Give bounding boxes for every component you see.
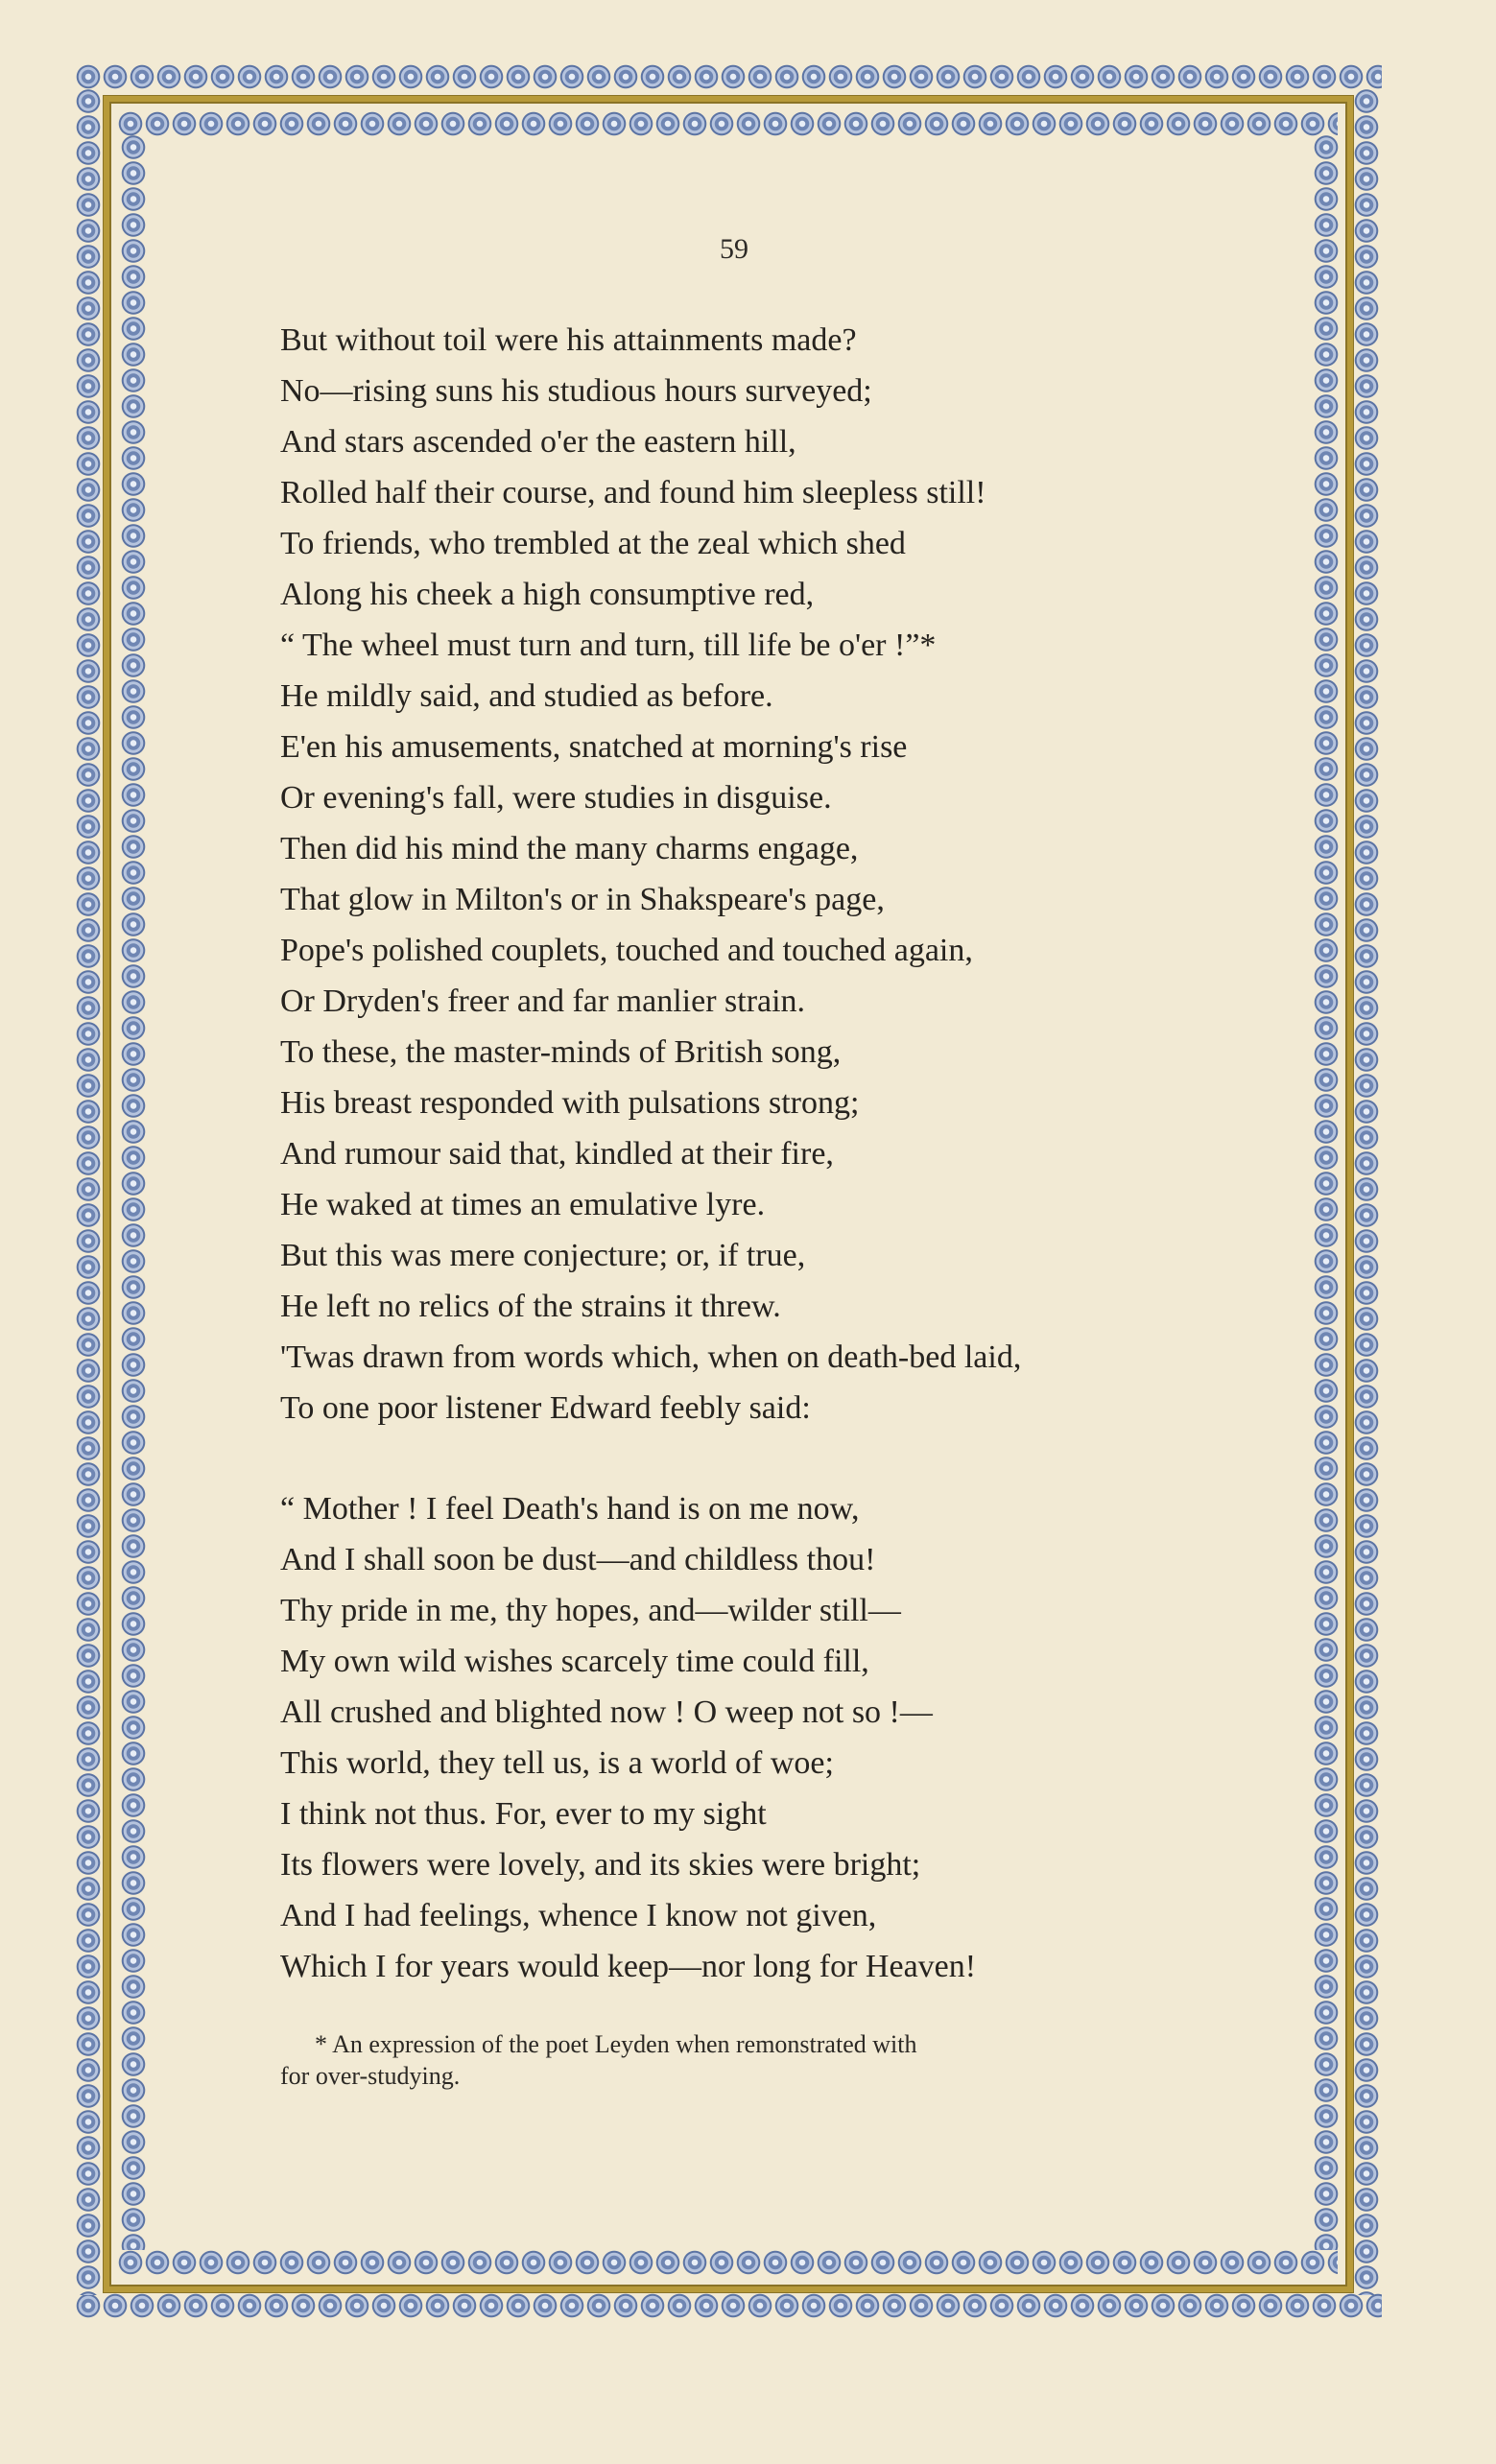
- ornament-border-left: [75, 88, 102, 2295]
- poem-line: No—rising suns his studious hours surveyed;: [280, 373, 872, 409]
- poem-line: Or Dryden's freer and far manlier strain.: [280, 983, 806, 1019]
- poem-line: Pope's polished couplets, touched and touched again,: [280, 933, 973, 968]
- poem-line: And I shall soon be dust—and childless thou!: [280, 1542, 876, 1577]
- poem-line: Then did his mind the many charms engage,: [280, 831, 859, 866]
- poem-text: [280, 315, 1240, 1992]
- poem-line: 'Twas drawn from words which, when on death-bed laid,: [280, 1339, 1022, 1375]
- footnote: [280, 2028, 1221, 2092]
- poem-line: Which I for years would keep—nor long for Heaven!: [280, 1949, 977, 1984]
- poem-line: Along his cheek a high consumptive red,: [280, 577, 815, 612]
- poem-line: He left no relics of the strains it threw.: [280, 1289, 781, 1324]
- poem-line: My own wild wishes scarcely time could fill,: [280, 1644, 869, 1679]
- poem-line: Or evening's fall, were studies in disguise.: [280, 780, 832, 816]
- poem-line: To one poor listener Edward feebly said:: [280, 1390, 811, 1426]
- poem-line: But this was mere conjecture; or, if true,: [280, 1238, 806, 1273]
- poem-line: “ The wheel must turn and turn, till life be o'er !”*: [280, 628, 937, 663]
- footnote-line: for over-studying.: [280, 2062, 461, 2090]
- poem-line: But without toil were his attainments made?: [280, 322, 857, 358]
- poem-line: “ Mother ! I feel Death's hand is on me now,: [280, 1491, 860, 1527]
- poem-line: And rumour said that, kindled at their fire,: [280, 1136, 834, 1172]
- poem-line: Rolled half their course, and found him sleepless still!: [280, 475, 986, 510]
- poem-line: E'en his amusements, snatched at morning's rise: [280, 729, 908, 765]
- poem-line: He mildly said, and studied as before.: [280, 678, 773, 714]
- poem-line: Its flowers were lovely, and its skies were bright;: [280, 1847, 921, 1883]
- ornament-border-right: [1353, 88, 1380, 2295]
- page-number: 59: [720, 233, 748, 265]
- poem-line: To these, the master-minds of British song,: [280, 1034, 842, 1070]
- poem-line: That glow in Milton's or in Shakspeare's page,: [280, 882, 885, 917]
- footnote-line: * An expression of the poet Leyden when remonstrated with: [315, 2030, 917, 2058]
- poem-line: And I had feelings, whence I know not given,: [280, 1898, 877, 1933]
- poem-line: His breast responded with pulsations strong;: [280, 1085, 860, 1121]
- poem-line: All crushed and blighted now ! O weep not so !—: [280, 1694, 933, 1730]
- poem-line: Thy pride in me, thy hopes, and—wilder still—: [280, 1593, 901, 1628]
- ornament-border-top: [75, 63, 1382, 90]
- poem-line: He waked at times an emulative lyre.: [280, 1187, 766, 1222]
- poem-line: This world, they tell us, is a world of woe;: [280, 1745, 834, 1781]
- poem-line: I think not thus. For, ever to my sight: [280, 1796, 767, 1832]
- poem-line: To friends, who trembled at the zeal which shed: [280, 526, 906, 561]
- ornament-border-bottom: [75, 2292, 1382, 2319]
- stanza-break: [280, 1433, 1240, 1483]
- poem-line: And stars ascended o'er the eastern hill,: [280, 424, 796, 460]
